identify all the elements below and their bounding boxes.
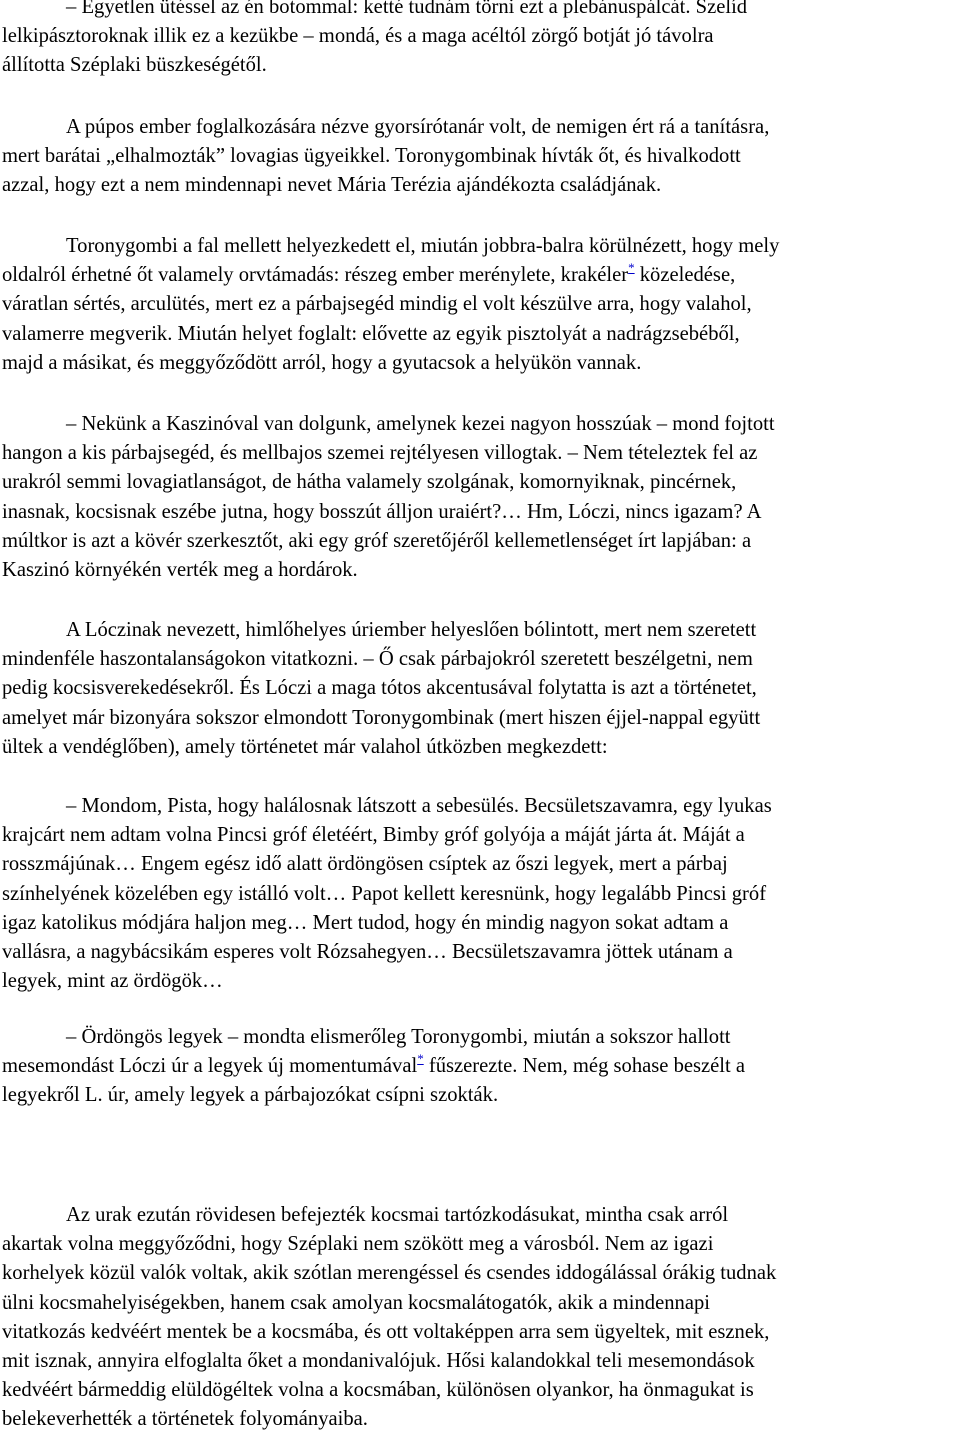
text-segment: oldalról érhetné őt valamely orvtámadás: részeg ember merénylete, krakéler xyxy=(2,264,629,287)
text-line: – Egyetlen ütéssel az én botommal: ketté tudnám törni ezt a plebánuspálcát. Szelíd xyxy=(66,0,748,18)
text-line: A púpos ember foglalkozására nézve gyorsírótanár volt, de nemigen ért rá a tanításra, xyxy=(66,116,770,138)
text-line: kedvéért bármeddig elüldögéltek volna a kocsmában, különösen olyankor, ha önmagukat is xyxy=(2,1379,754,1402)
text-line: legyek, mint az ördögök… xyxy=(2,970,223,993)
text-line: urakról semmi lovagiatlanságot, de hátha valamely szolgának, komornyiknak, pincérnek, xyxy=(2,471,737,494)
text-line: múltkor is azt a kövér szerkesztőt, aki egy gróf szeretőjéről kellemetlenséget írt lapjában: a xyxy=(2,529,752,552)
paragraph-8 xyxy=(2,1201,958,1435)
text-line-with-footnote xyxy=(2,1052,958,1081)
text-line: váratlan sértés, arculütés, mert ez a párbajsegéd mindig el volt készülve arra, hogy valahol, xyxy=(2,293,752,316)
text-line: állította Széplaki büszkeségétől. xyxy=(2,54,267,77)
text-line: rosszmájúnak… Engem egész idő alatt ördöngösen csíptek az őszi legyek, mert a párbaj xyxy=(2,853,728,876)
text-segment: mesemondást Lóczi úr a legyek új momentumával xyxy=(2,1055,418,1078)
text-line: Toronygombi a fal mellett helyezkedett el, miután jobbra-balra körülnézett, hogy mely xyxy=(66,235,780,257)
text-line: azzal, hogy ezt a nem mindennapi nevet Mária Terézia ajándékozta családjának. xyxy=(2,174,662,197)
paragraph-5 xyxy=(2,616,958,762)
text-line: – Ördöngös legyek – mondta elismerőleg Toronygombi, miután a sokszor hallott xyxy=(66,1026,731,1048)
footnote-link[interactable]: * xyxy=(628,260,635,276)
text-line: Kaszinó környékén verték meg a hordárok. xyxy=(2,559,358,582)
text-line: majd a másikat, és meggyőződött arról, hogy a gyutacsok a helyükön vannak. xyxy=(2,351,642,374)
text-line: vitatkozás kedvéért mentek be a kocsmába, és ott voltaképpen arra sem ügyeltek, mit esznek, xyxy=(2,1320,770,1343)
text-line: pedig kocsisverekedésekről. És Lóczi a maga tótos akcentusával folytatta is azt a történetet, xyxy=(2,677,757,700)
text-line: igaz katolikus módjára haljon meg… Mert tudod, hogy én mindig nagyon sokat adtam a xyxy=(2,911,729,934)
text-line: A Lóczinak nevezett, himlőhelyes úriember helyeslően bólintott, mert nem szeretett xyxy=(66,619,757,641)
text-line: vallásra, a nagybácsikám esperes volt Rózsahegyen… Becsületszavamra jöttek utánam a xyxy=(2,941,733,964)
paragraph-7 xyxy=(2,1023,958,1111)
text-line: inasnak, kocsisnak eszébe jutna, hogy bosszút álljon uraiért?… Hm, Lóczi, nincs igazam? A xyxy=(2,500,762,523)
footnote-link[interactable]: * xyxy=(417,1051,424,1067)
paragraph-3 xyxy=(2,232,958,378)
text-segment: fűszerezte. Nem, még sohase beszélt a xyxy=(423,1055,746,1078)
text-line: – Nekünk a Kaszinóval van dolgunk, amelynek kezei nagyon hosszúak – mond fojtott xyxy=(66,413,775,435)
text-segment: közeledése, xyxy=(634,264,736,287)
text-line: mindenféle haszontalanságokon vitatkozni. – Ő csak párbajokról szeretett beszélgetni, nem xyxy=(2,648,753,671)
text-line: valamerre megverik. Miután helyet foglalt: elővette az egyik pisztolyát a nadrágzsebéből, xyxy=(2,322,740,345)
text-line: krajcárt nem adtam volna Pincsi gróf életéért, Bimby gróf golyója a máját járta át. Máját a xyxy=(2,824,745,847)
text-line: legyekről L. úr, amely legyek a párbajozókat csípni szokták. xyxy=(2,1084,499,1107)
text-line: mert barátai „elhalmozták” lovagias ügyeikkel. Toronygombinak hívták őt, és hivalkodott xyxy=(2,145,741,168)
paragraph-4 xyxy=(2,410,958,585)
paragraph-6 xyxy=(2,792,958,996)
text-line: ültek a vendéglőben), amely történetet már valahol útközben megkezdett: xyxy=(2,735,608,758)
paragraph-1 xyxy=(2,0,958,81)
text-line: ülni kocsmahelyiségekben, hanem csak amolyan kocsmalátogatók, akik a mindennapi xyxy=(2,1291,710,1314)
text-line-with-footnote xyxy=(2,261,958,290)
text-line: lelkipásztoroknak illik ez a kezükbe – mondá, és a maga acéltól zörgő botját jó távolra xyxy=(2,25,714,48)
text-line: amelyet már bizonyára sokszor elmondott Toronygombinak (mert hiszen éjjel-nappal együtt xyxy=(2,706,761,729)
text-line: belekeverhették a történetek folyományaiba. xyxy=(2,1408,368,1431)
text-line: színhelyének közelében egy istálló volt… Papot kellett keresnünk, hogy legalább Pincsi gróf xyxy=(2,882,767,905)
text-line: Az urak ezután rövidesen befejezték kocsmai tartózkodásukat, mintha csak arról xyxy=(66,1204,729,1226)
text-line: mit isznak, annyira elfoglalta őket a mondanivalójuk. Hősi kalandokkal teli mesemondások xyxy=(2,1350,755,1373)
text-line: akartak volna meggyőződni, hogy Széplaki nem szökött meg a városból. Nem az igazi xyxy=(2,1233,714,1256)
text-line: korhelyek közül valók voltak, akik szótlan merengéssel és csendes iddogálással órákig tudnak xyxy=(2,1262,777,1285)
text-line: hangon a kis párbajsegéd, és mellbajos szemei rejtélyesen villogtak. – Nem tételeztek fel az xyxy=(2,442,758,465)
paragraph-2 xyxy=(2,113,958,201)
text-line: – Mondom, Pista, hogy halálosnak látszott a sebesülés. Becsületszavamra, egy lyukas xyxy=(66,795,772,817)
